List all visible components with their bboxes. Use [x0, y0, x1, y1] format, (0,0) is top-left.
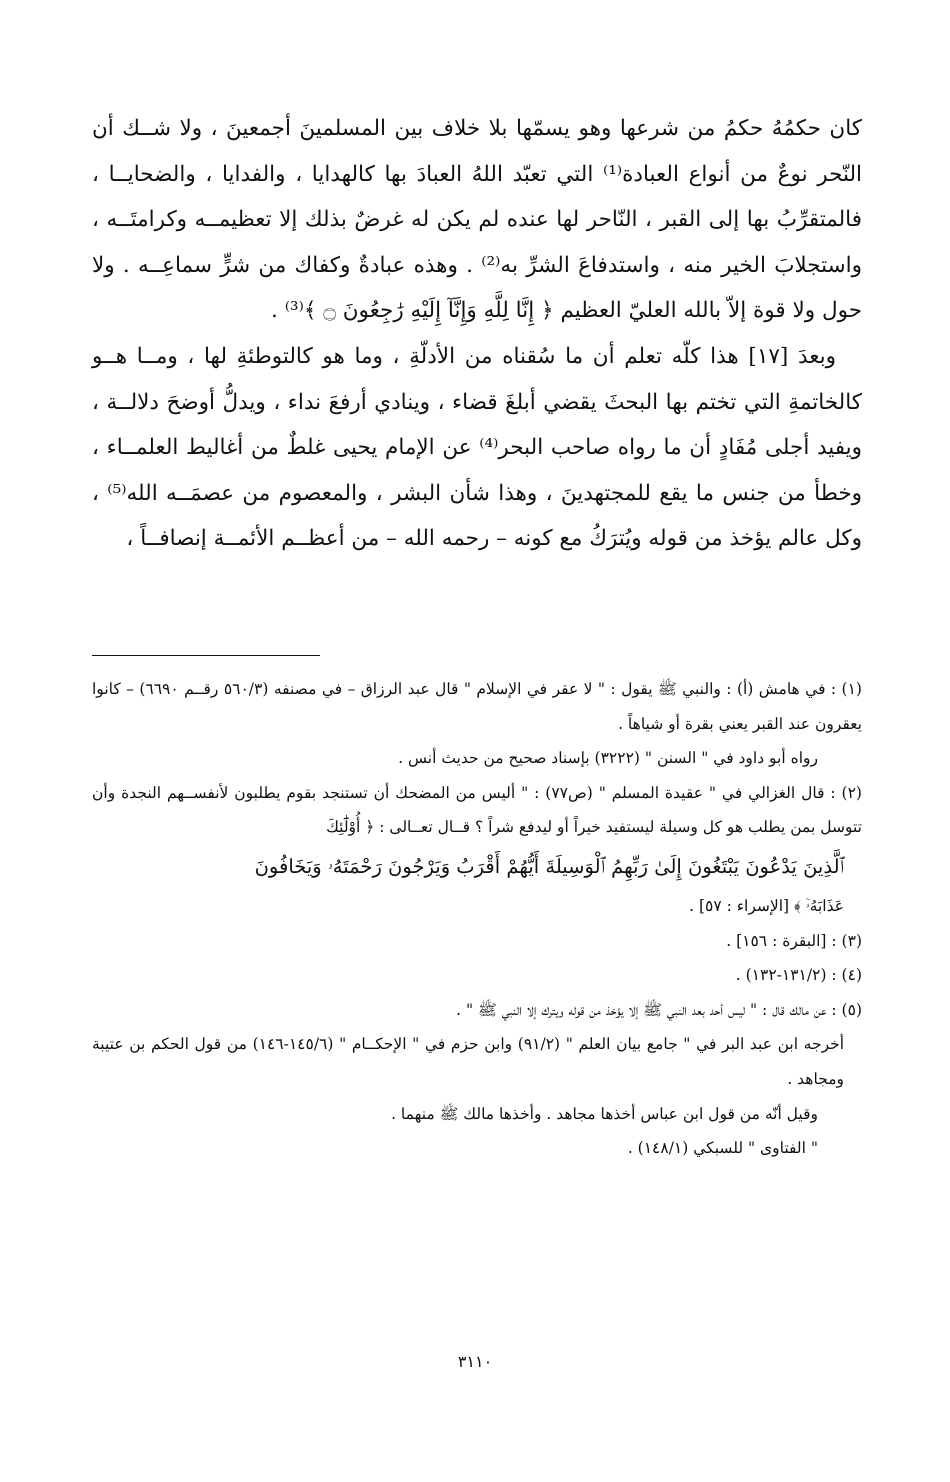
footnote-1-source: رواه أبو داود في " السنن " (٣٢٢٢) بإسناد صحيح من حديث أنس .: [398, 749, 818, 768]
footnote-5-source: أخرجه ابن عبد البر في " جامع بيان العلم " (٩١/٢) وابن حزم في " الإحكــام " (١٤٥/٦-١٤٦) من قول الحكم بن عتيبة ومجاهد .: [92, 1035, 845, 1088]
footnote-3: (٣) : [البقرة : ١٥٦] .: [726, 931, 862, 950]
page-number: ٣١١٠: [457, 1352, 493, 1371]
footnote-divider: [92, 655, 320, 656]
footnote-4: (٤) : (١٣١/٢-١٣٢) .: [735, 966, 862, 985]
paragraph-1: كان حكمُهُ حكمُ من شرعها وهو يسمّها بلا خلاف بين المسلمينَ أجمعينَ ، ولا شــك أن النّحر نوعٌ من أنواع العبادة⁽¹⁾ التي تعبّد اللهُ العبادَ بها كالهدايا ، والفدايا ، والضحايــا ، فالمتقرِّبُ بها إلى القبر ، النّاحر لها عنده لم يكن له غرضٌ بذلك إلا تعظيمــه وكرامتَــه ، واستجلابَ الخير منه ، واستدفاعَ الشرِّ به⁽²⁾ . وهذه عبادةٌ وكفاك من شرٍّ سماعِــه . ولا حول ولا قوة إلاّ بالله العليّ العظيم ﴿ إِنَّا لِلَّهِ وَإِنَّآ إِلَيْهِ رَٰجِعُونَ ۝ ﴾⁽³⁾ .: [92, 116, 862, 324]
main-text: [92, 106, 862, 562]
footnote-2-verse: ٱلَّذِينَ يَدْعُونَ يَبْتَغُونَ إِلَىٰ رَبِّهِمُ ٱلْوَسِيلَةَ أَيُّهُمْ أَقْرَبُ وَيَرْجُونَ رَحْمَتَهُۥ وَيَخَافُونَ: [254, 854, 844, 878]
footnote-5-reference: " الفتاوى " للسبكي (١٤٨/١) .: [627, 1139, 818, 1158]
footnote-5: (٥) : عن مالك قال : " ليس أحد بعد النبي ﷺ إلا يؤخذ من قوله ويترك إلا النبي ﷺ " .: [456, 1000, 862, 1019]
footnote-2-verse-end: عَذَابَهُۥٓ ﴾ [الإسراء : ٥٧] .: [689, 896, 844, 915]
footnotes: [92, 672, 862, 1166]
footnote-5-note: وقيل أنّه من قول ابن عباس أخذها مجاهد . وأخذها مالك ﷺ منهما .: [391, 1104, 818, 1123]
footnote-1: (١) : في هامش (أ) : والنبي ﷺ يقول : " لا عقر في الإسلام " قال عبد الرزاق – في مصنفه (٥٦٠/٣ رقــم ٦٦٩٠) – كانوا يعقرون عند القبر يعني بقرة أو شياهاً .: [92, 680, 862, 733]
footnote-2: (٢) : قال الغزالي في " عقيدة المسلم " (ص٧٧) : " أليس من المضحك أن تستنجد بقوم يطلبون لأنفســهم النجدة وأن تتوسل بمن يطلب هو كل وسيلة ليستفيد خيراً أو ليدفع شراً ؟ قــال تعــالى : ﴿ أُوْلَٰٓئِكَ: [92, 783, 862, 837]
paragraph-2: وبعدَ [١٧] هذا كلّه تعلم أن ما سُقناه من الأدلّةِ ، وما هو كالتوطئةِ لها ، ومــا هــو كالخاتمةِ التي تختم بها البحثَ يقضي أبلغَ قضاء ، وينادي أرفعَ نداء ، ويدلُّ أوضحَ دلالــة ، ويفيد أجلى مُفَادٍ أن ما رواه صاحب البحر⁽⁴⁾ عن الإمام يحيى غلطٌ من أغاليط العلمــاء ، وخطأ من جنس ما يقع للمجتهدينَ ، وهذا شأن البشر ، والمعصوم من عصمَــه الله⁽⁵⁾ ، وكل عالم يؤخذ من قوله ويُترَكُ مع كونه – رحمه الله – من أعظــم الأئمــة إنصافــاً ،: [92, 343, 863, 552]
